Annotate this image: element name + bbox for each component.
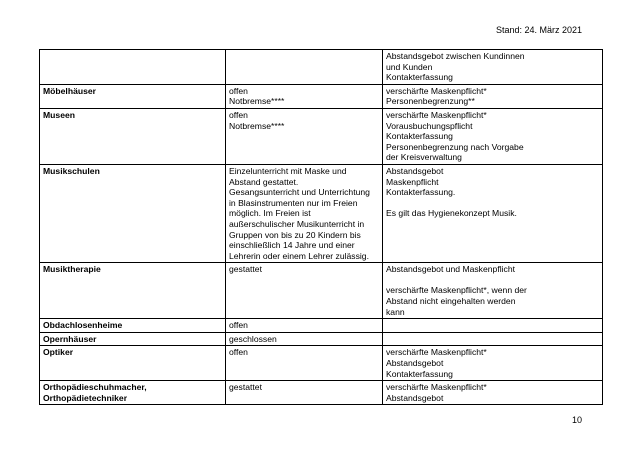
category-cell [40, 346, 226, 381]
rules-cell [383, 346, 603, 381]
cell-line: Orthopädietechniker [43, 392, 128, 403]
cell-line: Kontakterfassung. [386, 187, 456, 198]
cell-line: und Kunden [386, 61, 433, 72]
status-cell [226, 50, 383, 85]
cell-line: Abstandsgebot [386, 165, 444, 176]
rules-cell [383, 108, 603, 164]
cell-line: Maskenpflicht [386, 176, 439, 187]
cell-line: Möbelhäuser [43, 85, 97, 96]
category-cell [40, 332, 226, 346]
category-cell [40, 164, 226, 262]
category-cell [40, 319, 226, 333]
cell-line: Orthopädieschuhmacher, [43, 382, 147, 393]
table-row [40, 332, 603, 346]
status-cell [226, 108, 383, 164]
cell-line: Vorausbuchungspflicht [386, 120, 473, 131]
category-cell [40, 381, 226, 405]
table-row [40, 263, 603, 319]
rules-cell [383, 164, 603, 262]
cell-line: Es gilt das Hygienekonzept Musik. [386, 208, 517, 219]
cell-line: offen [229, 320, 248, 331]
table-row [40, 108, 603, 164]
table-row [40, 319, 603, 333]
rules-cell [383, 263, 603, 319]
table-row [40, 381, 603, 405]
category-cell [40, 50, 226, 85]
cell-line: Lehrerin oder einem Lehrer zulässig. [229, 250, 369, 261]
rules-cell [383, 332, 603, 346]
regulations-table [39, 49, 603, 405]
cell-line: Notbremse**** [229, 120, 285, 131]
rules-cell [383, 50, 603, 85]
table-row [40, 84, 603, 108]
cell-line: Abstand nicht eingehalten werden [386, 296, 516, 307]
status-cell [226, 84, 383, 108]
cell-line [386, 198, 598, 209]
table-row [40, 164, 603, 262]
cell-line: verschärfte Maskenpflicht*, wenn der [386, 285, 527, 296]
table-row [40, 50, 603, 85]
cell-line: der Kreisverwaltung [386, 152, 462, 163]
cell-line: Abstandsgebot zwischen Kundinnen [386, 51, 525, 61]
cell-line: Personenbegrenzung nach Vorgabe [386, 141, 524, 152]
cell-line: offen [229, 85, 248, 96]
cell-line: Museen [43, 109, 75, 120]
date-stamp: Stand: 24. März 2021 [495, 25, 582, 35]
status-cell [226, 319, 383, 333]
cell-line: geschlossen [229, 333, 277, 344]
table-body [40, 50, 603, 405]
cell-line: Musiktherapie [43, 264, 101, 275]
rules-cell [383, 381, 603, 405]
category-cell [40, 84, 226, 108]
cell-line: verschärfte Maskenpflicht* [386, 85, 487, 96]
cell-line: Personenbegrenzung** [386, 96, 475, 107]
cell-line: Abstandsgebot und Maskenpflicht [386, 264, 515, 275]
cell-line: in Blasinstrumenten nur im Freien [229, 197, 358, 208]
rules-cell [383, 84, 603, 108]
cell-line: möglich. Im Freien ist [229, 208, 311, 219]
cell-line: kann [386, 306, 405, 317]
cell-line: verschärfte Maskenpflicht* [386, 382, 487, 393]
cell-line: offen [229, 109, 248, 120]
status-cell [226, 164, 383, 262]
table-row [40, 346, 603, 381]
category-cell [40, 263, 226, 319]
cell-line: Gruppen von bis zu 20 Kindern bis [229, 229, 361, 240]
cell-line: Obdachlosenheime [43, 320, 123, 331]
cell-line: Einzelunterricht mit Maske und [229, 165, 347, 176]
cell-line: Kontakterfassung [386, 131, 453, 142]
cell-line: verschärfte Maskenpflicht* [386, 347, 487, 358]
cell-line: Opernhäuser [43, 333, 97, 344]
status-cell [226, 263, 383, 319]
cell-line: offen [229, 347, 248, 358]
cell-line: Gesangsunterricht und Unterrichtung [229, 187, 370, 198]
cell-line: Musikschulen [43, 165, 100, 176]
cell-line: Abstand gestattet. [229, 176, 299, 187]
cell-line: außerschulischer Musikunterricht in [229, 218, 365, 229]
cell-line: Kontakterfassung [386, 72, 453, 83]
cell-line: einschließlich 14 Jahre und einer [229, 240, 355, 251]
cell-line: Kontakterfassung [386, 368, 453, 379]
cell-line: gestattet [229, 264, 262, 275]
cell-line: Abstandsgebot [386, 392, 444, 403]
cell-line: Optiker [43, 347, 74, 358]
cell-line: Notbremse**** [229, 96, 285, 107]
page-number: 10 [571, 415, 582, 425]
rules-cell [383, 319, 603, 333]
status-cell [226, 381, 383, 405]
cell-line: Abstandsgebot [386, 358, 444, 369]
cell-line: verschärfte Maskenpflicht* [386, 109, 487, 120]
status-cell [226, 332, 383, 346]
category-cell [40, 108, 226, 164]
cell-line [386, 275, 598, 286]
status-cell [226, 346, 383, 381]
cell-line: gestattet [229, 382, 262, 393]
